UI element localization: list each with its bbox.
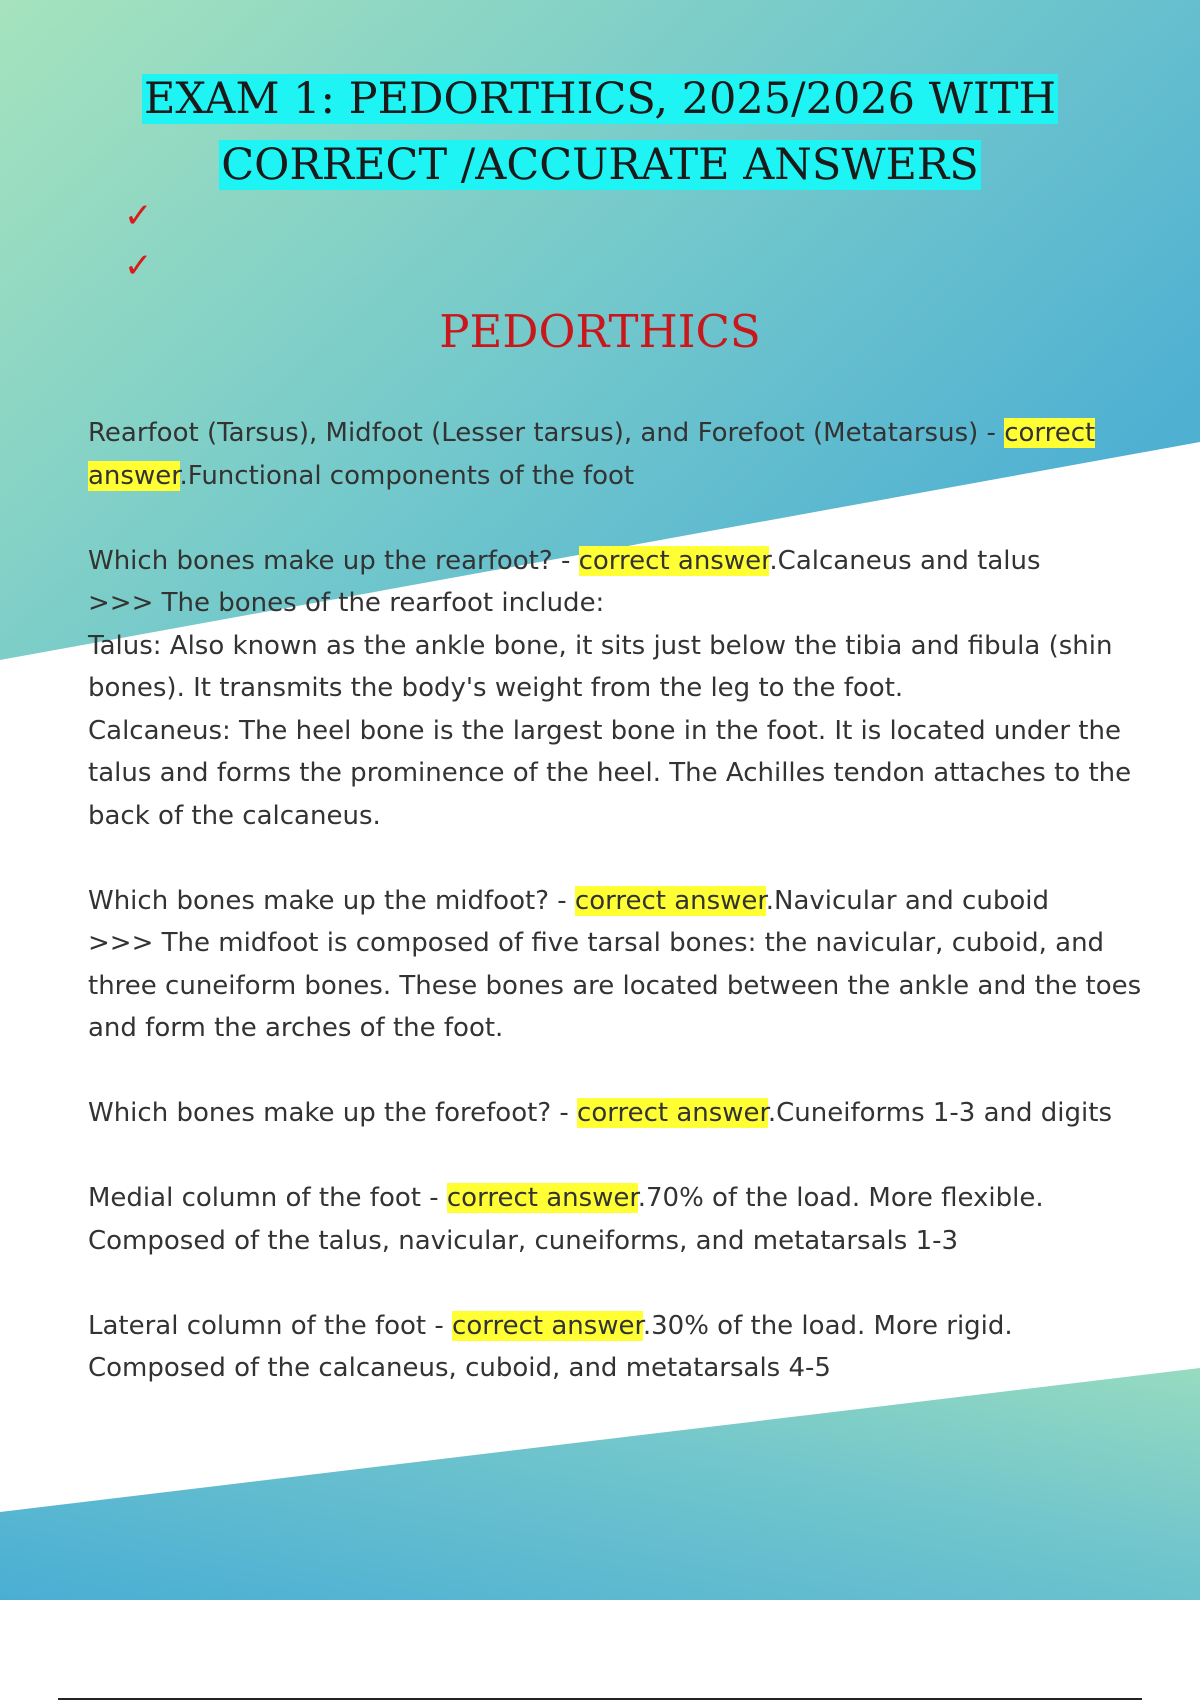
qa-item: [88, 1092, 1148, 1135]
answer-marker: correct answer: [88, 418, 1096, 491]
qa-item: [88, 412, 1148, 497]
question-text: Which bones make up the midfoot? -: [88, 885, 575, 916]
checkmark-icon: ✓: [124, 246, 153, 286]
answer-marker: correct answer: [577, 1098, 768, 1128]
answer-marker: correct answer: [578, 545, 770, 576]
section-heading: PEDORTHICS: [439, 305, 761, 358]
qa-item: [88, 540, 1148, 838]
qa-list: [88, 412, 1148, 1390]
question-text: Rearfoot (Tarsus), Midfoot (Lesser tarsus), and Forefoot (Metatarsus) -: [88, 418, 1005, 448]
answer-text: .70% of the load. More flexible. Composed of the talus, navicular, cuneiforms, and metatarsals 1-3: [88, 1183, 1044, 1256]
title-line-1: EXAM 1: PEDORTHICS, 2025/2026 WITH: [143, 74, 1057, 124]
question-text: Lateral column of the foot -: [88, 1310, 453, 1341]
question-text: Medial column of the foot -: [88, 1183, 447, 1213]
document-title: [0, 66, 1200, 198]
answer-text: .Navicular and cuboid >>> The midfoot is composed of five tarsal bones: the navicular, cuboid, and three cuneiform bones. These bones are located between the ankle and the toes and form the arches of the foot.: [88, 885, 1142, 1043]
title-line-2: CORRECT /ACCURATE ANSWERS: [221, 140, 979, 190]
answer-text: .30% of the load. More rigid. Composed of the calcaneus, cuboid, and metatarsals 4-5: [88, 1310, 1013, 1383]
answer-marker: correct answer: [446, 1183, 638, 1213]
question-text: Which bones make up the rearfoot? -: [88, 545, 579, 576]
checkmark-icon: ✓: [124, 196, 153, 236]
question-text: Which bones make up the forefoot? -: [88, 1098, 578, 1128]
qa-item: [88, 1177, 1148, 1262]
answer-text: .Functional components of the foot: [179, 460, 635, 491]
qa-item: [88, 1305, 1148, 1390]
answer-marker: correct answer: [452, 1310, 643, 1341]
answer-text: .Calcaneus and talus >>> The bones of the rearfoot include: Talus: Also known as the ankle bone, it sits just below the tibia and fibula (shin bones). It transmits the body's weight from the leg to the foot. Calcaneus: The heel bone is the largest bone in the foot. It is located under the talus and forms the prominence of the heel. The Achilles tendon attaches to the back of the calcaneus.: [88, 545, 1132, 831]
qa-item: [88, 880, 1148, 1050]
answer-text: .Cuneiforms 1-3 and digits: [767, 1098, 1112, 1128]
answer-marker: correct answer: [574, 885, 766, 916]
